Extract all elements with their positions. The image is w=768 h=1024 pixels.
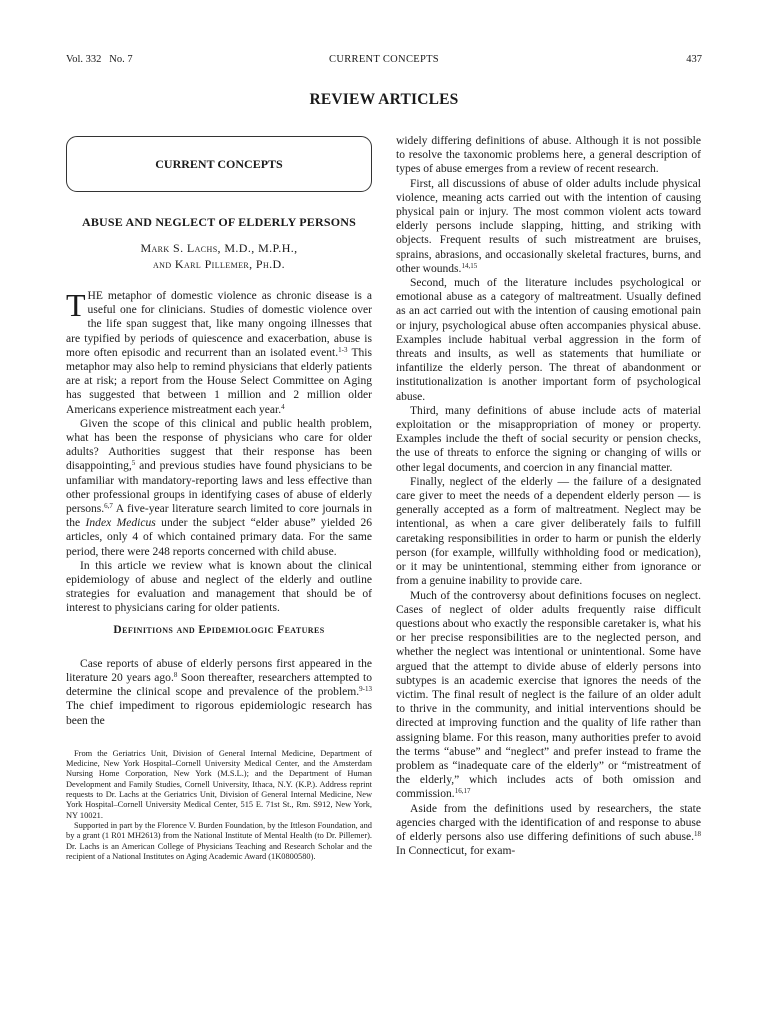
scope-text-d: under the subject “elder abuse” yielded 26 articles, only 4 of which contained primary data. For the same period, there were 248 reports concerned with child abuse. <box>66 517 373 558</box>
category-label: CURRENT CONCEPTS <box>155 156 283 171</box>
citation: 14,15 <box>461 261 478 270</box>
paragraph-psychological-abuse: Second, much of the literature includes psychological or emotional abuse as a category of maltreatment. Usually defined as an act carried out with the intention of causing emotional pain or injury, psychological abuse often accompanies physical abuse. Examples include habitual verbal aggression in the form of threats and insults, as well as statements that humiliate or infantilize the elderly person. The threat of abandonment or institutionalization is another important form of psychological abuse. <box>396 277 701 403</box>
citation: 6,7 <box>104 502 113 511</box>
subsection-heading: Definitions and Epidemiologic Features <box>113 623 325 636</box>
paragraph-continued: widely differing definitions of abuse. Although it is not possible to resolve the taxonomic problems here, a general description of types of abuse emerges from a review of recent research. <box>396 135 701 176</box>
footnote <box>66 749 372 862</box>
journal-name: Index Medicus <box>85 517 156 530</box>
paragraph-case-reports <box>66 657 372 728</box>
section-title: REVIEW ARTICLES <box>309 91 459 108</box>
citation: 9-13 <box>359 685 372 694</box>
citation: 5 <box>131 459 136 468</box>
paragraph-controversy <box>396 589 701 802</box>
intro-text-b: This metaphor may also help to remind physicians that elderly patients are at risk; a report from the House Select Committee on Aging has suggested that between 1 million and 2 million older Americans experience mistreatment each year. <box>66 346 372 416</box>
citation: 1-3 <box>338 345 348 354</box>
citation: 8 <box>173 671 178 680</box>
drop-cap: T <box>66 287 86 323</box>
paragraph-review: In this article we review what is known about the clinical epidemiology of abuse and neglect of the elderly and outline strategies for evaluation and management that should be of interest to physicians caring for older patients. <box>66 559 372 615</box>
paragraph-physical-abuse <box>396 177 701 276</box>
scope-text-a: Given the scope of this clinical and public health problem, what has been the response of physicians who care for older adults? Authorities suggest that their response has been disappointing, <box>66 417 372 473</box>
intro-text-a: HE metaphor of domestic violence as chronic disease is a useful one for clinicians. Studies of domestic violence over the life span suggest that, like many ongoing illnesses that are typified by periods of quiescence and exacerbation, abuse is more often episodic and recurrent than an isolated event. <box>66 290 372 359</box>
citation: 16,17 <box>454 787 471 796</box>
volume-info: Vol. 332 No. 7 <box>66 54 133 65</box>
case-text-a: Case reports of abuse of elderly persons first appeared in the literature 20 years ago. <box>66 657 372 685</box>
author-line-2: and Karl Pillemer, Ph.D. <box>152 257 286 271</box>
footnote-support: Supported in part by the Florence V. Burden Foundation, by the Ittleson Foundation, and by a grant (1 R01 MH2613) from the National Institute of Mental Health (to Dr. Pillemer). Dr. Lachs is an American College of Physicians Teaching and Research Scholar and the recipient of a National Institutes on Aging Academic Award (1K0800580). <box>66 820 372 861</box>
paragraph-neglect: Finally, neglect of the elderly — the failure of a designated care giver to meet the needs of a dependent elderly person — is generally accepted as a form of maltreatment. Neglect may be intentional, as when a care giver deliberately fails to fulfill caretaking responsibilities in order to harm or punish the elderly person (for example, willfully withholding food or medication), or it may be unintentional, stemming either from ignorance or from a genuine inability to provide care. <box>396 475 701 588</box>
page-number: 437 <box>686 54 702 65</box>
paragraph-scope <box>66 417 372 559</box>
scope-text-c: A five-year literature search limited to core journals in the <box>66 503 372 530</box>
footnote-affiliation: From the Geriatrics Unit, Division of General Internal Medicine, Department of Medicine, New York Hospital–Cornell University Medical Center, and the Amsterdam Nursing Home Corporation, New York (M.S.L.); and the Department of Human Development and Family Studies, Cornell University, Ithaca, N.Y. (K.P.). Address reprint requests to Dr. Lachs at the Geriatrics Unit, Division of General Internal Medicine, New York Hospital–Cornell University Medical Center, 515 E. 71st St., Rm. S912, New York, NY 10021. <box>66 748 372 820</box>
paragraph-intro <box>66 289 372 417</box>
agencies-text-b: In Connecticut, for exam- <box>396 845 516 858</box>
author-line-1: Mark S. Lachs, M.D., M.P.H., <box>140 241 298 255</box>
article-title: ABUSE AND NEGLECT OF ELDERLY PERSONS <box>81 215 357 229</box>
agencies-text-a: Aside from the definitions used by researchers, the state agencies charged with the identification of and response to abuse of elderly persons also use differing definitions of such abuse. <box>396 802 701 843</box>
physical-text: First, all discussions of abuse of older adults include physical violence, meaning acts carried out with the intention of causing physical pain or injury. The most common violent acts toward elderly persons include slapping, hitting, and striking with objects. Frequent results of such mistreatment are bruises, sprains, abrasions, and occasionally skeletal fractures, burns, and other wounds. <box>396 177 701 275</box>
citation: 18 <box>694 829 701 838</box>
case-text-c: The chief impediment to rigorous epidemiologic research has been the <box>66 700 372 727</box>
paragraph-state-agencies <box>396 802 701 859</box>
running-header <box>66 54 702 70</box>
authors <box>66 240 372 272</box>
running-title: CURRENT CONCEPTS <box>329 54 439 65</box>
category-box <box>66 136 372 192</box>
case-text-b: Soon thereafter, researchers attempted to determine the clinical scope and prevalence of the problem. <box>66 672 372 699</box>
right-column <box>396 134 701 858</box>
controversy-text: Much of the controversy about definitions focuses on neglect. Cases of neglect of older adults frequently raise difficult questions about who exactly the responsible caretaker is, what his or her precise responsibilities are to the neglected person, and whether the neglect was intentional or unintentional. Some have argued that the attempt to divide abuse of elderly persons into subtypes is an academic exercise that ignores the needs of the victim. The final result of neglect is the failure of an older adult to thrive in the community, and initial interventions should be directed at improving function and the quality of life rather than assigning blame. For this reason, many authorities prefer to avoid the terms “abuse” and “neglect” and prefer instead to frame the problem as “inadequate care of the elderly” or “mistreatment of the elderly,” which includes acts of both omission and commission. <box>396 589 701 801</box>
scope-text-b: and previous studies have found physicians to be unfamiliar with mandatory-reporting laws and less effective than other professional groups in identifying cases of abuse of elderly persons. <box>66 460 372 516</box>
paragraph-material-exploitation: Third, many definitions of abuse include acts of material exploitation or the misappropriation of money or property. Examples include the theft of social security or pension checks, the use of threats to enforce the signing or changing of wills or other legal documents, and coercion in any financial matter. <box>396 404 701 474</box>
left-column <box>66 136 372 862</box>
citation: 4 <box>281 402 285 411</box>
